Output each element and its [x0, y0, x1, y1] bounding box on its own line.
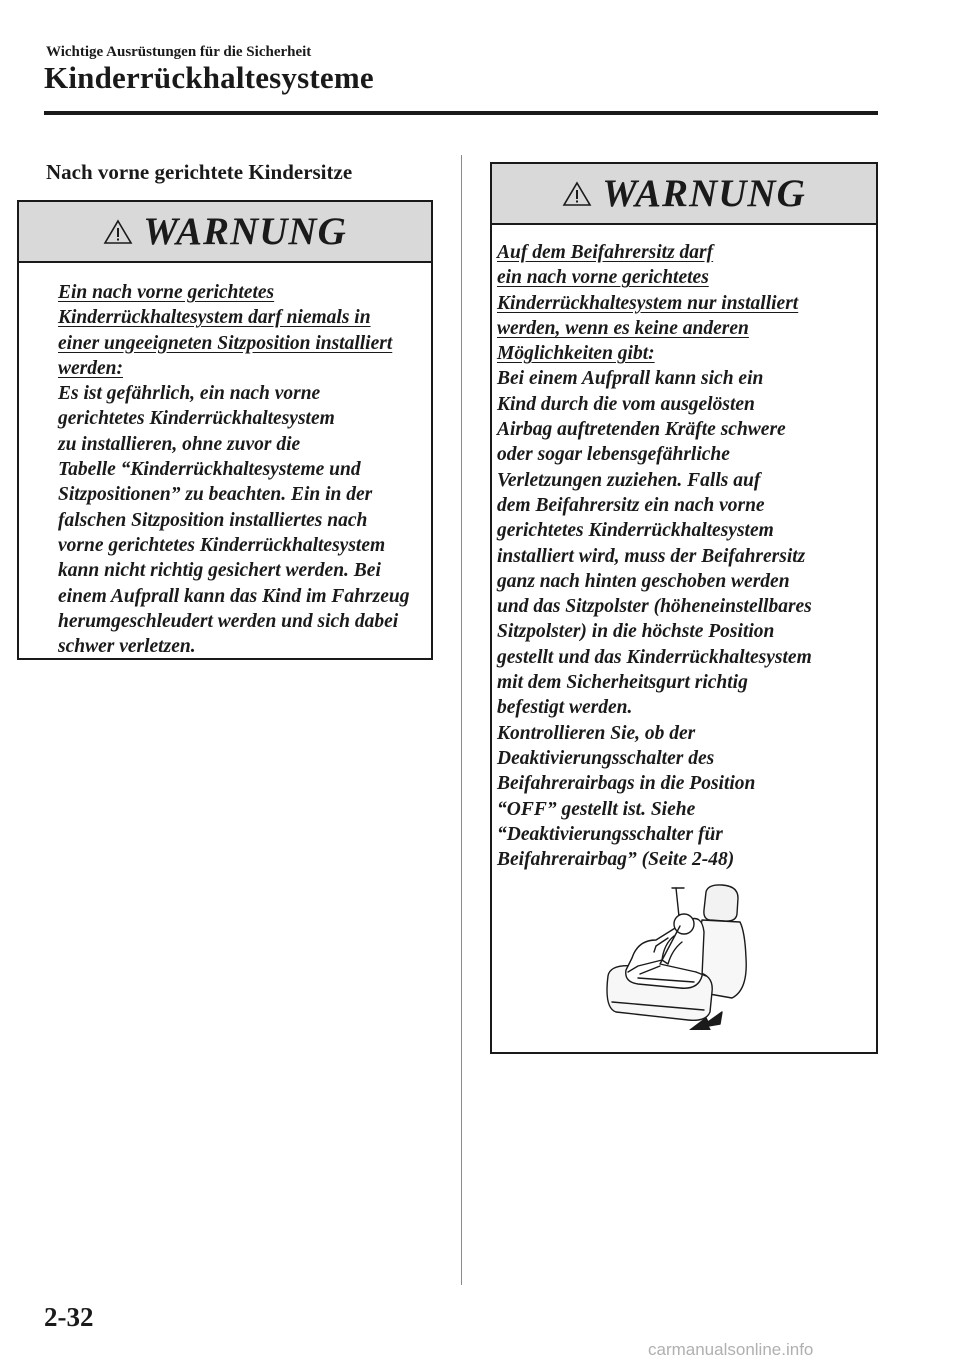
- warning-body-line: herumgeschleudert werden und sich dabei: [58, 610, 399, 632]
- warning-body-line: gestellt und das Kinderrückhaltesystem: [497, 646, 812, 668]
- warning-triangle-icon: [562, 181, 592, 207]
- warning-body-line: Kontrollieren Sie, ob der: [497, 722, 696, 744]
- warning-body-line: vorne gerichtetes Kinderrückhaltesystem: [58, 534, 386, 556]
- warning-body-line: Sitzpositionen” zu beachten. Ein in der: [58, 484, 373, 506]
- warning-heading-line: werden, wenn es keine anderen: [497, 317, 749, 339]
- section-subheading: Nach vorne gerichtete Kindersitze: [46, 160, 353, 184]
- warning-body-line: gerichtetes Kinderrückhaltesystem: [497, 520, 774, 542]
- warning-body-line: zu installieren, ohne zuvor die: [58, 433, 301, 455]
- warning-label: WARNUNG: [143, 210, 347, 253]
- warning-heading-line: Ein nach vorne gerichtetes: [58, 282, 275, 303]
- warning-heading-line: Möglichkeiten gibt:: [497, 343, 655, 365]
- warning-body-line: gerichtetes Kinderrückhaltesystem: [58, 408, 335, 430]
- warning-body-line: Beifahrerairbags in die Position: [497, 773, 756, 795]
- warning-body-line: Airbag auftretenden Kräfte schwere: [497, 419, 786, 441]
- warning-body-line: “OFF” gestellt ist. Siehe: [497, 798, 696, 820]
- warning-body-line: schwer verletzen.: [58, 636, 196, 658]
- warning-heading-line: werden:: [58, 357, 123, 379]
- warning-text: [492, 225, 876, 872]
- warning-body-line: und das Sitzpolster (höheneinstellbares: [497, 596, 812, 618]
- warning-header: [492, 164, 876, 225]
- warning-heading-line: Kinderrückhaltesystem darf niemals in: [58, 307, 371, 329]
- warning-body-line: Beifahrerairbag” (Seite 2-48): [497, 849, 735, 871]
- watermark: carmanualsonline.info: [648, 1340, 814, 1359]
- section-label: Wichtige Ausrüstungen für die Sicherheit: [46, 44, 312, 60]
- page-title: Kinderrückhaltesysteme: [44, 60, 374, 95]
- header-rule: [44, 111, 878, 115]
- warning-label: WARNUNG: [602, 172, 806, 215]
- warning-heading-line: einer ungeeigneten Sitzposition installiert: [58, 332, 393, 354]
- warning-heading-line: Auf dem Beifahrersitz darf: [497, 242, 714, 263]
- warning-body-line: Sitzpolster) in die höchste Position: [497, 621, 775, 643]
- warning-body-line: falschen Sitzposition installiertes nach: [58, 509, 368, 531]
- page-number: 2-32: [44, 1302, 94, 1332]
- warning-body-line: installiert wird, muss der Beifahrersitz: [497, 545, 806, 567]
- warning-body-line: Es ist gefährlich, ein nach vorne: [58, 383, 321, 405]
- warning-body-line: “Deaktivierungsschalter für: [497, 823, 723, 845]
- warning-body-line: kann nicht richtig gesichert werden. Bei: [58, 560, 381, 582]
- warning-body-line: Verletzungen zuziehen. Falls auf: [497, 469, 761, 491]
- warning-triangle-icon: [103, 219, 133, 245]
- forward-facing-child-seat-illustration: [598, 880, 758, 1030]
- warning-body-line: Tabelle “Kinderrückhaltesysteme und: [58, 459, 361, 481]
- warning-box-left: [17, 200, 433, 660]
- warning-heading-line: Kinderrückhaltesystem nur installiert: [497, 292, 799, 314]
- warning-body-line: Kind durch die vom ausgelösten: [497, 393, 755, 415]
- warning-body-line: einem Aufprall kann das Kind im Fahrzeug: [58, 585, 410, 607]
- warning-body-line: Bei einem Aufprall kann sich ein: [497, 368, 764, 390]
- warning-body-line: mit dem Sicherheitsgurt richtig: [497, 672, 748, 694]
- column-divider: [461, 155, 462, 1285]
- warning-heading-line: ein nach vorne gerichtetes: [497, 267, 709, 289]
- warning-header: [19, 202, 431, 263]
- warning-body-line: befestigt werden.: [497, 697, 633, 719]
- warning-body-line: ganz nach hinten geschoben werden: [497, 570, 790, 592]
- warning-body-line: oder sogar lebensgefährliche: [497, 444, 730, 466]
- warning-body-line: Deaktivierungsschalter des: [497, 747, 715, 769]
- warning-body-line: dem Beifahrersitz ein nach vorne: [497, 494, 765, 516]
- warning-text: [19, 263, 431, 659]
